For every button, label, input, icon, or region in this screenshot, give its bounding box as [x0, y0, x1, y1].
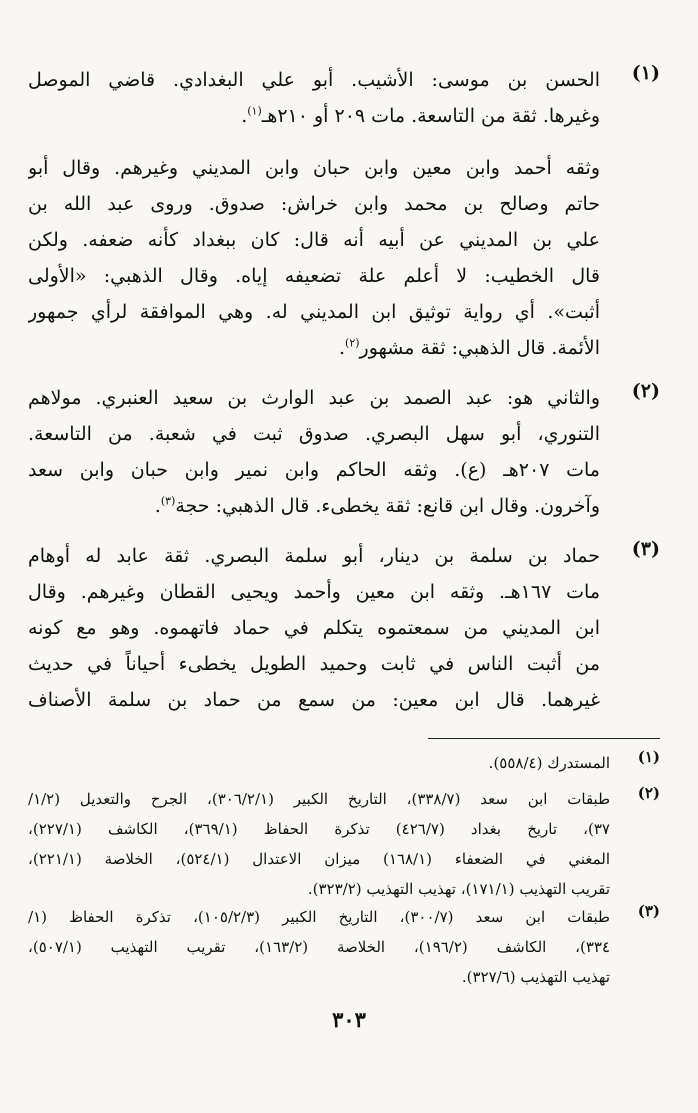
footnote-3 — [28, 902, 660, 992]
text-line: مات ١٦٧هـ. وثقه ابن معين وأحمد ويحيى القطان وغيرهم. وقال — [28, 581, 600, 603]
footnote-line: تقريب التهذيب (١٧١/١)، تهذيب التهذيب (٣٢٣/٢). — [307, 880, 610, 898]
footnote-separator — [428, 738, 660, 739]
text-line: مات ٢٠٧هـ (ع). وثقه الحاكم وابن نمير وابن حبان وابن سعد — [28, 459, 600, 481]
footnote-body — [28, 784, 610, 904]
entry-body — [28, 380, 600, 524]
text-segment: الأئمة. قال الذهبي: ثقة مشهور — [359, 337, 600, 359]
entry-number: (١) — [631, 62, 660, 84]
footnote-number: (٢) — [637, 784, 660, 802]
text-line: علي بن المديني عن أبيه أنه قال: كان ببغداد كأنه ضعفه. ولكن — [28, 229, 600, 251]
text-line: ابن المديني من سمعتموه يتكلم في حماد فاتهموه. وهو مع كونه — [28, 617, 600, 639]
footnote-ref: (٢) — [345, 336, 360, 350]
text-line: الحسن بن موسى: الأشيب. أبو علي البغدادي. قاضي الموصل — [28, 69, 600, 91]
text-line: التنوري، أبو سهل البصري. صدوق ثبت في شعبة. من التاسعة. — [28, 423, 600, 445]
entry-number: (٣) — [631, 538, 660, 560]
footnote-1 — [28, 748, 660, 778]
footnote-line: طبقات ابن سعد (٣٠٠/٧)، التاريخ الكبير (١٠٥/٢/٣)، تذكرة الحفاظ (١/ — [28, 908, 610, 926]
page-number: ٣٠٣ — [332, 1007, 366, 1032]
text-segment: وغيرها. ثقة من التاسعة. مات ٢٠٩ أو ٢١٠هـ — [261, 105, 600, 127]
text-line: غيرهما. قال ابن معين: من سمع من حماد بن سلمة الأصناف — [28, 689, 600, 711]
footnote-2 — [28, 784, 660, 904]
footnote-body — [28, 902, 610, 992]
text-line: حماد بن سلمة بن دينار، أبو سلمة البصري. ثقة عابد له أوهام — [28, 545, 600, 567]
text-line: قال الخطيب: لا أعلم علة تضعيفه إياه. وقال الذهبي: «الأولى — [28, 265, 600, 287]
footnote-line: تهذيب التهذيب (٣٢٧/٦). — [461, 968, 610, 986]
entry-1-continued — [28, 150, 660, 366]
entry-body — [28, 150, 600, 366]
text-line: وآخرون. وقال ابن قانع: ثقة يخطىء. قال الذهبي: حجة$^{(٣)}$. — [154, 494, 600, 517]
text-line: من أثبت الناس في ثابت وحميد الطويل يخطىء أحياناً في حديث — [28, 653, 600, 675]
footnote-line: المستدرك (٥٥٨/٤). — [488, 754, 610, 772]
footnote-line: طبقات ابن سعد (٣٣٨/٧)، التاريخ الكبير (٣٠٦/٢/١)، الجرح والتعديل (١/٢/ — [28, 790, 610, 808]
footnote-number: (٣) — [637, 902, 660, 920]
footnote-number: (١) — [637, 748, 660, 766]
text-segment: وآخرون. وقال ابن قانع: ثقة يخطىء. قال الذهبي: حجة — [175, 495, 600, 517]
text-line: الأئمة. قال الذهبي: ثقة مشهور$^{(٢)}$. — [338, 336, 600, 359]
footnote-line: ٣٧)، تاريخ بغداد (٤٢٦/٧) تذكرة الحفاظ (٣٦٩/١)، الكاشف (٢٢٧/١)، — [28, 820, 610, 838]
text-line: والثاني هو: عبد الصمد بن عبد الوارث بن سعيد العنبري. مولاهم — [28, 387, 600, 409]
text-line: أثبت». أي رواية توثيق ابن المديني له. وهي الموافقة لرأي جمهور — [28, 301, 600, 323]
footnote-ref: (١) — [247, 104, 262, 118]
footnote-body — [28, 748, 610, 778]
footnote-line: ٣٣٤)، الكاشف (١٩٦/٢)، الخلاصة (١٦٣/٢)، تقريب التهذيب (٥٠٧/١)، — [28, 938, 610, 956]
entry-body — [28, 538, 600, 718]
entry-2 — [28, 380, 660, 524]
footnote-ref: (٣) — [160, 494, 176, 508]
text-line: وثقه أحمد وابن معين وابن حبان وابن المديني وغيرهم. وقال أبو — [28, 157, 600, 179]
entry-number: (٢) — [631, 380, 660, 402]
entry-1 — [28, 62, 660, 134]
text-line: حاتم وصالح بن محمد وابن خراش: صدوق. وروى عبد الله بن — [28, 193, 600, 215]
entry-3 — [28, 538, 660, 718]
text-line: وغيرها. ثقة من التاسعة. مات ٢٠٩ أو ٢١٠هـ$^{(١)}$. — [241, 104, 600, 127]
footnote-line: المغني في الضعفاء (١٦٨/١) ميزان الاعتدال (٥٢٤/١)، الخلاصة (٢٢١/١)، — [28, 850, 610, 868]
entry-body — [28, 62, 600, 134]
